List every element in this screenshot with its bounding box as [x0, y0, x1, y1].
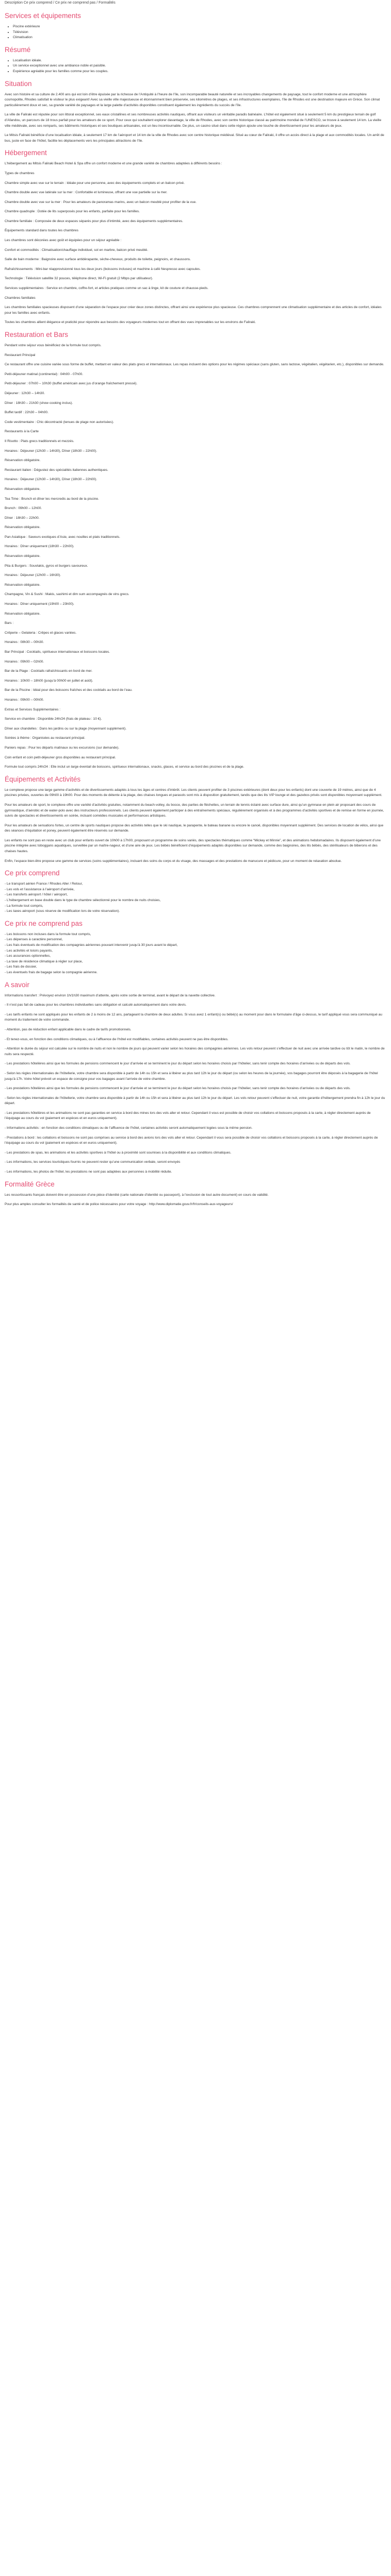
paragraph: Horaires : Dîner uniquement (19h00 – 23h00).: [5, 602, 74, 606]
paragraph: Petit-déjeuner matinal (continental) : 04h00 - 07h00.: [5, 372, 84, 376]
paragraph: - Les prestations hôtelières ainsi que les formules de pensions commencent le jour d’arrivée et se terminent le jour du départ selon les horaires choisis par l’hôtelier, sans tenir compte des horaires d’arrivées ou de départs des vols.: [5, 1087, 351, 1091]
paragraph: Horaires : 09h00 – 00h00.: [5, 698, 44, 702]
tab-formalites[interactable]: Formalités: [99, 1, 116, 5]
paragraph: Confort et commodités : Climatisation/chauffage individuel, sol en marbre, balcon privé meublé.: [5, 248, 149, 252]
paragraph: L’hébergement au Mitsis Faliraki Beach Hotel & Spa offre un confort moderne et une grande variété de chambres adaptées à différents besoins :: [5, 162, 222, 166]
section-title: Situation: [5, 79, 32, 88]
paragraph: - Les vols et l’assistance à l’aéroport d’arrivée,: [5, 887, 75, 891]
paragraph: Horaires : Déjeuner (12h00 – 16h30).: [5, 573, 61, 578]
tab-ne-comprend-pas[interactable]: Ce prix ne comprend pas: [55, 1, 96, 5]
section-title: Résumé: [5, 45, 31, 54]
paragraph: Restaurant italien : Dégustez des spécialités italiennes authentiques.: [5, 468, 108, 472]
paragraph: - Et tenez-vous, en fonction des conditions climatiques, ou à l’affluence de l’hôtel est modifiables, certaines activités peuvent ne pas être disponibles.: [5, 1037, 229, 1041]
paragraph: - Les boissons non incluses dans la formule tout compris,: [5, 932, 91, 936]
paragraph: Pour les amateurs de sport, le complexe offre une variété d’activités gratuites, notamment du beach-volley, du bocce, des parties de fléchettes, un terrain de tennis éclairé avec surface dure, ainsi qu’un gymnase en plein air proposant des cours de gymnastique, d’aérobic et de water-polo avec des instructeurs professionnels. Les clients peuvent également participer à des entraînements spéciaux, régulièrement organisés et à des programmes d’activités sportives et de remise en forme en journée, suivis de spectacles et divertissements en soirée, incluant comédies musicales et performances artistiques.: [5, 803, 384, 818]
paragraph: Chambres familiales: [5, 296, 36, 300]
paragraph: Pan Asiatique : Saveurs exotiques d’Asie, avec nouilles et plats traditionnels.: [5, 535, 120, 539]
paragraph: - Selon les règles internationales de l’hôtellerie, votre chambre sera disponible à partir de 14h ou 15h et sera à libérer au plus tard 12h le jour du départ (ou selon les heures de la journée), vos bagages pourront être déposés à la bagagerie de l’hôtel jusqu’à 17h. Votre hôtel prévoit un espace de consigne pour vos bagages avant l’arrivée de votre chambre.: [5, 1071, 378, 1081]
paragraph: - Les assurances optionnelles,: [5, 954, 51, 958]
paragraph: Réservation obligatoire.: [5, 459, 41, 463]
paragraph: Les ressortissants français doivent être en possession d’une pièce d’identité (carte nationale d’identité ou passeport), à l’exclusion de tout autre document) en cours de validité.: [5, 1193, 269, 1197]
paragraph: Chambre simple avec vue sur le terrain : Idéale pour une personne, avec des équipements complets et un balcon privé.: [5, 181, 185, 185]
formalite-section: [5, 1180, 386, 1208]
paragraph: - Les informations, les services touristiques fournis ne peuvent rester qu’une communication verbale, seront envoyés: [5, 1160, 181, 1164]
ce-prix-ne-comprend-pas-body: [5, 932, 386, 976]
tab-separator: /: [52, 1, 56, 5]
paragraph: Code vestimentaire : Chic décontracté (tenues de plage non autorisées).: [5, 420, 114, 424]
tab-bar: [5, 1, 386, 5]
paragraph: Réservation obligatoire.: [5, 612, 41, 616]
paragraph: Formule tout compris 24h/24 : Elle inclut un large éventail de boissons, spiritueux internationaux, snacks, glaces, et service au bord des piscines et de la plage.: [5, 765, 245, 769]
paragraph: - L’hébergement en base double dans le type de chambre sélectionné pour le nombre de nuits choisies,: [5, 899, 161, 903]
equipements-section: [5, 775, 386, 865]
paragraph: - Informations activités : en fonction des conditions climatiques ou de l’affluence de l’hôtel, certaines activités seront automatiquement logées sous la même pension.: [5, 1126, 253, 1130]
list-item: • Climatisation: [13, 35, 386, 41]
paragraph: Réservation obligatoire.: [5, 487, 41, 491]
paragraph: Informations transfert : Prévoyez environ 1h/1h30 maximum d’attente, après votre sortie de terminal, avant le départ de la navette collective.: [5, 993, 216, 997]
resume-section: [5, 46, 386, 75]
list-item: • Expérience agréable pour les familles comme pour les couples.: [13, 69, 386, 75]
paragraph: Dîner : 18h30 – 22h00.: [5, 516, 40, 520]
resume-list: [5, 58, 386, 75]
paragraph: - Les transferts aéroport / hôtel / aéroport,: [5, 893, 68, 897]
paragraph: Horaires : Dîner uniquement (18h30 – 22h00).: [5, 545, 74, 549]
paragraph: - Attention le durée du séjour est calculée sur le nombre de nuits et non le nombre de jours qui peuvent varier selon les horaires des compagnies aériennes. Les vols retour peuvent s’effectuer de nuit avec une arrivée tardive ou tôt le matin, le nombre de nuits sera respecté.: [5, 1047, 385, 1056]
paragraph: - Les dépenses à caractère personnel,: [5, 938, 63, 942]
paragraph: Soirées à thème : Organisées au restaurant principal.: [5, 736, 86, 740]
paragraph: Pour plus amples consulter les formalités de santé et de police nécessaires pour votre voyage : http://www.diplomatie.gouv.fr/fr/conseils-aux-voyageurs/: [5, 1202, 233, 1207]
paragraph: - La formule tout compris,: [5, 904, 43, 908]
paragraph: Les enfants ne sont pas en reste avec un club pour enfants ouvert de 10h00 à 17h00, proposant un programme de soins variés, des spectacles thématiques comme “Mickey et Minnie”, et des animations hebdomadaires. Ils disposent également d’une piscine intégrée avec toboggans aquatiques, surveillée par un maître-nageur, et d’une aire de jeux. Les bébés bénéficient d’équipements adaptés disponibles sur demande, comme des baignoires, des lits bébés, des stérilisateurs de biberons et des chaises hautes.: [5, 838, 381, 854]
paragraph: Horaires : 10h00 – 18h00 (jusqu’à 00h00 en juillet et août).: [5, 679, 93, 683]
paragraph: Tea Time : Brunch et dîner les mercredis au bord de la piscine.: [5, 497, 99, 501]
paragraph: Coin enfant et coin petit-déjeuner gros disponibles au restaurant principal.: [5, 755, 116, 759]
formalite-body: [5, 1193, 386, 1208]
paragraph: Brunch : 09h00 – 12h00.: [5, 506, 42, 511]
paragraph: Le complexe propose une large gamme d’activités et de divertissements adaptés à tous les âges et centres d’intérêt. Les clients peuvent profiter de 3 piscines extérieures (dont deux pour les enfants) dont une couverte de 19 mètres, ainsi que de 4 piscines privées, ouvertes de 09h00 à 19h00. Pour des moments de détente à la plage, des chaises longues et parasols sont mis à disposition gratuitement, tandis que des lits VIP lounge et des gazebos privés sont disponibles moyennant supplément.: [5, 788, 382, 798]
paragraph: Chambre double avec vue latérale sur la mer : Confortable et lumineuse, offrant une vue partielle sur la mer.: [5, 191, 168, 195]
paragraph: Pour les amateurs de sensations fortes, un centre de sports nautiques propose des activités telles que le ski nautique, le parapente, le bateau banane ou encore le canoë, disponibles moyennant supplément. Des services de location de vélos, ainsi que des séances d’équitation et poney, peuvent également être réservés sur demande.: [5, 823, 384, 833]
paragraph: Équipements standard dans toutes les chambres: [5, 229, 78, 233]
paragraph: Chambre double avec vue sur la mer : Pour les amateurs de panoramas marins, avec un balcon meublé pour profiter de la vue.: [5, 200, 197, 204]
paragraph: Horaires : Déjeuner (12h30 – 14h30), Dîner (18h30 – 22h00).: [5, 478, 97, 482]
paragraph: Déjeuner : 12h30 – 14h30.: [5, 391, 45, 395]
section-title: Services et équipements: [5, 12, 81, 20]
equipements-body: [5, 788, 386, 865]
paragraph: Avec son histoire et sa culture de 2.400 ans qui est loin d’être épuisée par la richesse de l’Antiquité à l’heure de l’île, son incomparable beauté naturelle et ses incroyables changements de paysage, tout le confort moderne et une atmosphère cosmopolite, Rhodes satisfait le visiteur le plus exigeant! Avec sa vieille ville majestueuse et étonnamment bien préservée, ses kilomètres de plages, et ses infrastructures exemplaires, l’île de Rhodes est une destination majeure en Grèce. Son climat particulièrement doux et sec, sa grande variété de paysages et la large palette d’activités disponibles constituent également les ingrédients du succès de l’île.: [5, 92, 380, 107]
paragraph: Crêperie – Gelateria : Crêpes et glaces variées.: [5, 631, 77, 635]
services-section: [5, 12, 386, 41]
section-title: Ce prix comprend: [5, 869, 60, 877]
section-title: Ce prix ne comprend pas: [5, 919, 83, 927]
paragraph: Enfin, l’espace bien-être propose une gamme de services (soins supplémentaires), incluant des soins du corps et du visage, des massages et des prestations de manucure et pédicure, pour un moment de relaxation absolue.: [5, 859, 342, 863]
paragraph: La ville de Faliraki est réputée pour son littoral exceptionnel, ses eaux cristallines et ses nombreuses activités nautiques, offrant aux visiteurs un véritable paradis balnéaire. L’hôtel est également situé à seulement 5 km du prestigieux terrain de golf d’Afandou, un parcours de 18 trous parfait pour les amateurs de ce sport. Pour ceux qui souhaitent explorer davantage, la ville de Rhodes, avec son centre historique classé au patrimoine mondial de l’UNESCO, se trouve à seulement 14 km. La vieille ville médiévale, avec ses remparts, ses bâtiments historiques et ses boutiques artisanales, est un lieu incontournable. De plus, un casino situé dans cette région ajoute une touche de divertissement pour les amateurs de jeux.: [5, 113, 382, 128]
paragraph: - Le transport aérien France / Rhodes Aller / Retour,: [5, 882, 83, 886]
paragraph: Horaires : 09h00 – 02h00.: [5, 659, 44, 664]
paragraph: Petit-déjeuner : 07h00 – 10h30 (buffet américain avec jus d’orange fraîchement pressé).: [5, 382, 138, 386]
paragraph: Services supplémentaires : Service en chambre, coffre-fort, et articles pratiques comme un sac à linge, kit de couture et chausse-pieds.: [5, 286, 208, 291]
paragraph: Chambre quadruple : Dotée de lits superposés pour les enfants, parfaite pour les familles.: [5, 210, 140, 214]
hebergement-body: [5, 161, 386, 326]
tab-separator: /: [95, 1, 99, 5]
paragraph: Paniers repas : Pour les départs matinaux ou les excursions (sur demande).: [5, 745, 120, 750]
list-item: • Télévision: [13, 30, 386, 36]
list-item: • Un service exceptionnel avec une ambiance noble et paisible.: [13, 63, 386, 69]
paragraph: - Les prestations hôtelières ainsi que les formules de pensions commencent le jour d’arrivée et se terminent le jour du départ selon les horaires choisis par l’hôtelier, sans tenir compte des horaires d’arrivées ou de départs des vols.: [5, 1062, 351, 1066]
a-savoir-section: [5, 981, 386, 1175]
paragraph: Réservation obligatoire.: [5, 583, 41, 587]
paragraph: Bar de la Piscine : Idéal pour des boissons fraîches et des cocktails au bord de l’eau.: [5, 688, 133, 692]
paragraph: Chambre familiale : Composée de deux espaces séparés pour plus d’intimité, avec des équipements supplémentaires.: [5, 219, 183, 223]
paragraph: Technologie : Télévision satellite 32 pouces, téléphone direct, Wi-Fi gratuit (2 Mbps par utilisateur).: [5, 277, 153, 281]
paragraph: - La taxe de résidence climatique à régler sur place,: [5, 959, 83, 963]
list-item: • Localisation idéale.: [13, 58, 386, 64]
paragraph: Horaires : Déjeuner (12h30 – 14h30), Dîner (18h30 – 22h00).: [5, 449, 97, 453]
section-title: Restauration et Bars: [5, 331, 69, 338]
paragraph: - Les taxes aéroport (sous réserve de modification lors de votre réservation).: [5, 909, 120, 913]
paragraph: Buffet tardif : 22h30 – 04h00.: [5, 411, 48, 415]
paragraph: Dîner : 18h30 – 21h30 (show cooking inclus).: [5, 401, 73, 405]
paragraph: - Les activités et loisirs payants,: [5, 948, 53, 953]
paragraph: Types de chambres: [5, 171, 35, 175]
paragraph: - Les prestations de spas, les animations et les activités sportives à l’hôtel ou à proximité sont soumises à la disponibilité et aux conditions climatiques.: [5, 1150, 232, 1155]
paragraph: Bar Principal : Cocktails, spiritueux internationaux et boissons locales.: [5, 650, 110, 654]
paragraph: Pendant votre séjour vous bénéficiez de la formule tout compris.: [5, 344, 102, 347]
paragraph: Toutes les chambres allient élégance et praticité pour répondre aux besoins des voyageurs modernes tout en offrant des vues imprenables sur les environs de Faliraki.: [5, 320, 256, 325]
paragraph: Les chambres sont décorées avec goût et équipées pour un séjour agréable :: [5, 239, 122, 243]
paragraph: - Selon les règles internationales de l’hôtellerie, votre chambre sera disponible à partir de 14h ou 15h et sera à libérer au plus tard 12h le jour du départ. Les vols retour peuvent s’effectuer de nuit, votre garantie d’hébergement prendra fin à 12h le jour du départ.: [5, 1096, 385, 1106]
paragraph: Salle de bain moderne : Baignoire avec surface antidérapante, sèche-cheveux, produits de toilette, peignoirs, et chaussons.: [5, 258, 191, 262]
ce-prix-comprend-body: [5, 882, 386, 914]
paragraph: Il Risotto : Plats grecs traditionnels et mezzés.: [5, 439, 74, 443]
paragraph: Bars :: [5, 621, 14, 625]
paragraph: Restaurants à la Carte: [5, 430, 39, 434]
section-title: Hébergement: [5, 149, 47, 157]
a-savoir-body: [5, 993, 386, 1175]
paragraph: Rafraîchissements : Mini-bar réapprovisionné tous les deux jours (boissons incluses) et machine à café Nespresso avec capsules.: [5, 267, 201, 271]
services-list: [5, 24, 386, 41]
section-title: Équipements et Activités: [5, 775, 81, 783]
paragraph: Les chambres familiales spacieuses disposent d’une séparation de l’espace pour créer deux zones distinctes, offrant ainsi une expérience plus spacieuse. Ces chambres comprennent une climatisation supplémentaire et des articles de confort, idéales pour les familles avec enfants.: [5, 306, 382, 315]
ce-prix-comprend-section: [5, 869, 386, 914]
section-title: Formalité Grèce: [5, 1180, 55, 1188]
restauration-body: [5, 343, 386, 770]
paragraph: - Il n’est pas fait de cadeau pour les chambres individuelles sans obligation et calculé automatiquement dans votre devis.: [5, 1003, 187, 1007]
paragraph: Bar de la Plage : Cocktails rafraîchissants en bord de mer.: [5, 669, 93, 673]
paragraph: Ce restaurant offre une cuisine variée sous forme de buffet, mettant en valeur des plats grecs et internationaux. Les repas incluent des options pour les régimes spéciaux (sans gluten, sans lactose, végétalien, végétarien, etc.), disponibles sur demande.: [5, 363, 384, 367]
paragraph: Le Mitsis Faliraki bénéficie d’une localisation idéale, à seulement 17 km de l’aéroport et 14 km de la ville de Rhodes avec son centre historique médiéval. Situé au cœur de Faliraki, il offre un accès direct à la plage et aux commodités locales. Un arrêt de bus, juste en face de l’hôtel, facilite les déplacements vers les principales attractions de l’île.: [5, 133, 384, 143]
paragraph: Réservation obligatoire.: [5, 526, 41, 530]
paragraph: - Les informations, les photos de l’hôtel, les prestations ne sont pas adaptées aux personnes à mobilité réduite.: [5, 1170, 172, 1174]
restauration-section: [5, 331, 386, 770]
section-title: A savoir: [5, 980, 30, 989]
situation-section: [5, 80, 386, 144]
paragraph: - Prestations à bord : les collations et boissons ne sont pas comprises au service à bord des avions lors des vols aller et retour. Cependant il vous sera possible de choisir vos collations et boissons proposés à la carte, à régler directement auprès de l’équipage au cours du vol (paiement en espèces et en euros uniquement).: [5, 1136, 378, 1145]
paragraph: - Les prestations hôtelières et les animations ne sont pas garanties en service à bord des mines lors des vols aller et retour. Cependant il vous est possible de choisir vos collations et boissons proposés à la carte, à régler directement auprès de l’équipage au cours du vol (paiement en espèces et en euros uniquement).: [5, 1111, 371, 1121]
paragraph: - Les frais éventuels de modification des compagnies aériennes pouvant intervenir jusqu’à 30 jours avant le départ,: [5, 943, 178, 947]
paragraph: - Les frais de dossier,: [5, 965, 37, 969]
paragraph: Restaurant Principal: [5, 353, 36, 357]
paragraph: Réservation obligatoire.: [5, 554, 41, 558]
ce-prix-ne-comprend-pas-section: [5, 920, 386, 976]
paragraph: Horaires : 08h30 – 00h30.: [5, 640, 44, 645]
paragraph: - Les éventuels frais de bagage selon la compagnie aérienne.: [5, 970, 97, 974]
list-item: • Piscine extérieure: [13, 24, 386, 30]
paragraph: - Attention, pas de réduction enfant applicable dans le cadre de tarifs promotionnels.: [5, 1027, 132, 1031]
paragraph: Service en chambre : Disponible 24h/24 (frais de plateau : 10 €).: [5, 717, 102, 721]
paragraph: Extras et Services Supplémentaires :: [5, 707, 61, 711]
hebergement-section: [5, 149, 386, 326]
page: [0, 0, 391, 1217]
paragraph: Dîner aux chandelles : Dans les jardins ou sur la plage (moyennant supplément).: [5, 726, 127, 731]
paragraph: Champagne, Vin & Sushi : Makis, sashimi et dim sum accompagnés de vins grecs.: [5, 592, 129, 597]
paragraph: - Les tarifs enfants ne sont appliqués pour les enfants de 2 à moins de 12 ans, partageant la chambre de deux adultes. Si vous avez 1 enfant(s) ou bébé(s) au moment pour dans le formulaire d’âge ci-dessus, le tarif appliqué vous sera communiqué au moment du traitement de votre commande.: [5, 1012, 382, 1022]
tab-description[interactable]: Description Ce prix comprend: [5, 1, 53, 5]
paragraph: Pita & Burgers : Souvlakis, gyros et burgers savoureux.: [5, 564, 88, 568]
